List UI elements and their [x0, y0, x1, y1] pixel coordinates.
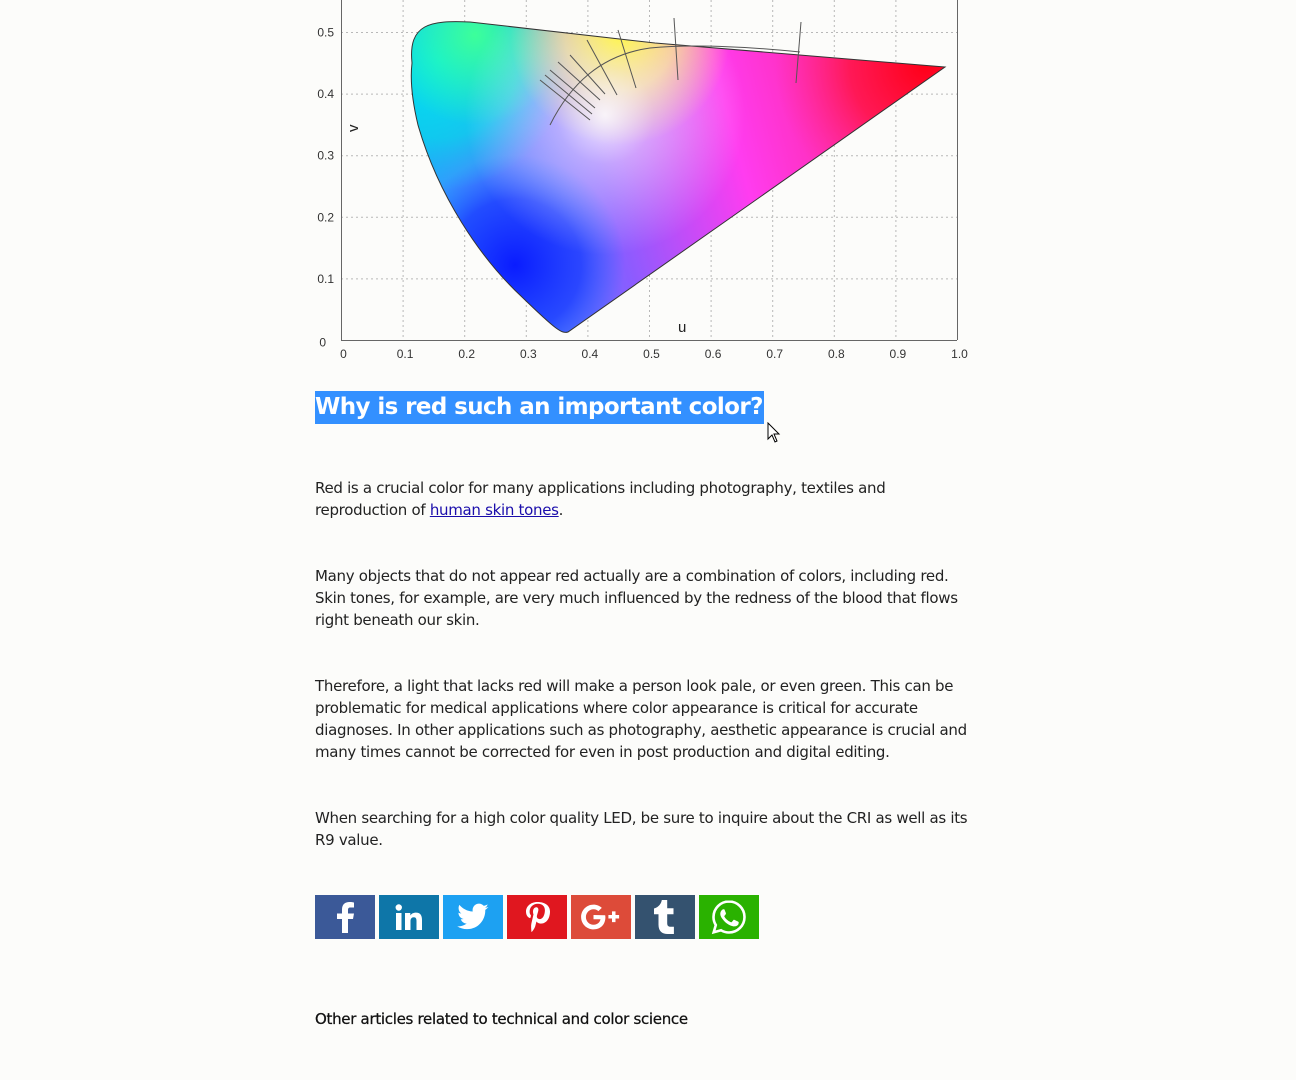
paragraph-1-text: Red is a crucial color for many applications including photography, textiles and reproduction of	[315, 479, 886, 519]
paragraph-2: Many objects that do not appear red actually are a combination of colors, including red. Skin tones, for example, are very much influenced by the redness of the blood that flows right beneath our skin.	[315, 567, 958, 629]
tumblr-icon	[654, 900, 676, 934]
y-tick-label: 0.4	[317, 87, 334, 102]
x-tick-label: 0	[340, 347, 347, 361]
y-tick-label: 0	[319, 335, 326, 350]
y-tick-label: 0.5	[317, 25, 334, 40]
section-heading: Why is red such an important color?	[315, 391, 764, 424]
pinterest-share-button[interactable]	[507, 895, 567, 939]
heading-container	[315, 391, 764, 424]
twitter-icon	[457, 903, 489, 931]
paragraph-3: Therefore, a light that lacks red will make a person look pale, or even green. This can be problematic for medical applications where color appearance is critical for accurate diagnoses. In other applications such as photography, aesthetic appearance is crucial and many times cannot be corrected for even in post production and digital editing.	[315, 677, 967, 761]
y-axis-label: v	[345, 124, 362, 132]
y-tick-label: 0.2	[317, 210, 334, 225]
y-tick-label: 0.1	[317, 271, 334, 286]
facebook-icon	[334, 901, 356, 933]
x-tick-label: 1.0	[951, 347, 968, 361]
whatsapp-share-button[interactable]	[699, 895, 759, 939]
linkedin-share-button[interactable]	[379, 895, 439, 939]
color-gamut	[400, 10, 960, 360]
paragraph-1	[315, 477, 975, 521]
x-tick-label: 0.7	[766, 347, 784, 361]
twitter-share-button[interactable]	[443, 895, 503, 939]
x-tick-label: 0.3	[519, 347, 537, 361]
x-tick-label: 0.6	[704, 347, 722, 361]
facebook-share-button[interactable]	[315, 895, 375, 939]
x-axis-label: u	[678, 319, 687, 336]
x-tick-labels	[340, 347, 968, 361]
chromaticity-diagram	[300, 0, 980, 370]
x-tick-label: 0.1	[396, 347, 414, 361]
pinterest-icon	[524, 901, 550, 933]
y-tick-label: 0.3	[317, 148, 334, 163]
mouse-pointer-icon	[767, 422, 781, 444]
tumblr-share-button[interactable]	[635, 895, 695, 939]
related-articles-heading: Other articles related to technical and color science	[315, 1010, 688, 1028]
y-tick-labels	[317, 26, 334, 350]
paragraph-4: When searching for a high color quality LED, be sure to inquire about the CRI as well as its R9 value.	[315, 809, 968, 849]
whatsapp-icon	[711, 899, 747, 935]
google-plus-share-button[interactable]	[571, 895, 631, 939]
paragraph-1-end: .	[558, 501, 564, 519]
google-plus-icon	[581, 904, 621, 930]
x-tick-label: 0.5	[643, 347, 660, 361]
social-share-bar	[315, 895, 759, 939]
linkedin-icon	[394, 903, 424, 931]
x-tick-label: 0.9	[889, 347, 907, 361]
x-tick-label: 0.4	[581, 347, 599, 361]
x-tick-label: 0.8	[827, 347, 845, 361]
human-skin-tones-link[interactable]: human skin tones	[429, 501, 559, 519]
x-tick-label: 0.2	[458, 347, 476, 361]
